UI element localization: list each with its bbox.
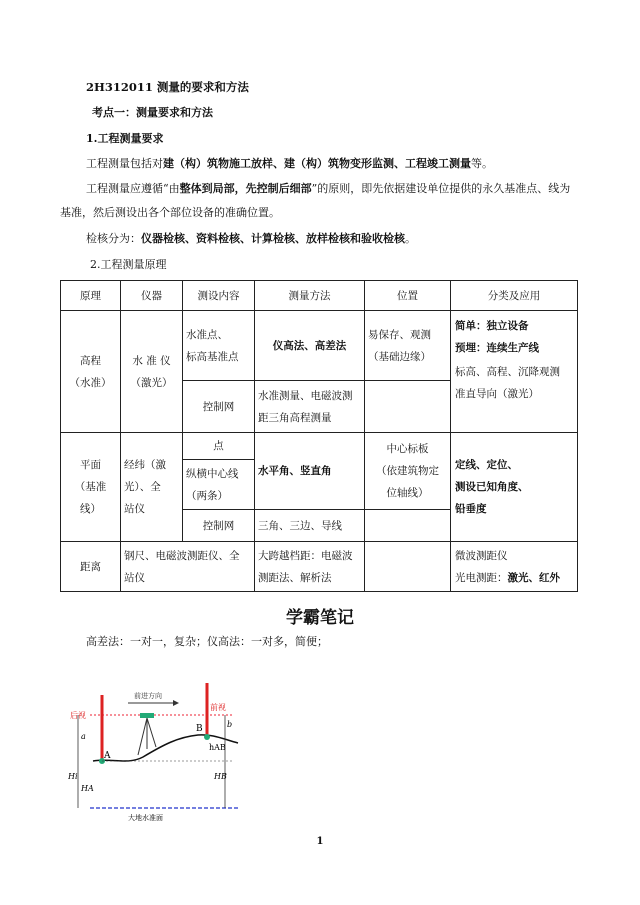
dist-app-2-bold: 激光、红外 <box>507 571 560 584</box>
elev-method-1: 仪高法、高差法 <box>255 311 365 381</box>
page-number: 1 <box>316 836 324 847</box>
dist-principle: 距离 <box>61 542 121 592</box>
topic-title: 考点一：测量要求和方法 <box>92 106 213 119</box>
hb-label: HB <box>214 772 227 781</box>
plane-app-3: 铅垂度 <box>455 503 487 515</box>
elev-app-2: 预埋：连续生产线 <box>455 342 539 354</box>
level-instrument <box>140 713 154 718</box>
table-header-row <box>61 281 578 311</box>
paragraph-2 <box>86 182 570 196</box>
elev-app-1: 简单：独立设备 <box>455 320 529 332</box>
elev-position: 易保存、观测 （基础边缘） <box>365 311 451 381</box>
th-method: 测量方法 <box>255 281 365 311</box>
th-application: 分类及应用 <box>451 281 578 311</box>
plane-content-3: 控制网 <box>183 510 255 542</box>
p1-post: 等。 <box>471 157 493 170</box>
paragraph-2b: 基准，然后测设出各个部位设备的准确位置。 <box>60 206 280 219</box>
table-row <box>61 433 578 460</box>
th-position: 位置 <box>365 281 451 311</box>
plane-principle: 平面 （基准 线） <box>61 433 121 542</box>
elev-content-1: 水准点、 标高基准点 <box>183 311 255 381</box>
datum-label: 大地水准面 <box>128 814 163 822</box>
plane-app-1: 定线、定位、 <box>455 459 518 471</box>
hi-label: Hi <box>68 772 78 781</box>
plane-content-1: 点 <box>183 433 255 460</box>
front-sight-label: 前视 <box>210 703 226 712</box>
plane-method-1: 水平角、竖直角 <box>255 433 365 510</box>
elev-method-2: 水准测量、电磁波测 距三角高程测量 <box>255 381 365 433</box>
point-a-label: A <box>104 751 111 761</box>
p2-post: ”的原则，即先依据建设单位提供的永久基准点、线为 <box>311 182 571 195</box>
plane-position: 中心标板 （依建筑物定 位轴线） <box>365 433 451 510</box>
p3-post: 。 <box>405 232 416 245</box>
plane-position-empty <box>365 510 451 542</box>
dist-application <box>451 542 578 592</box>
section-2-title: 2.工程测量原理 <box>90 258 167 271</box>
plane-content-2: 纵横中心线 （两条） <box>183 460 255 510</box>
paragraph-3 <box>86 232 416 246</box>
dist-position-empty <box>365 542 451 592</box>
plane-application <box>451 433 578 542</box>
paragraph-1 <box>86 157 493 171</box>
section-1-title: 1.工程测量要求 <box>86 132 164 145</box>
elev-instrument: 水 准 仪 （激光） <box>121 311 183 433</box>
back-sight-label: 后视 <box>70 711 86 720</box>
ha-label: HA <box>81 784 94 793</box>
p1-bold: 建（构）筑物施工放样、建（构）筑物变形监测、工程竣工测量 <box>163 157 471 170</box>
table-row <box>61 542 578 592</box>
p3-bold: 仪器检核、资料检核、计算检核、放样检核和验收检核 <box>141 232 405 245</box>
point-b-marker <box>204 734 210 740</box>
notes-line: 高差法：一对一，复杂；仪高法：一对多，简便； <box>86 635 328 648</box>
plane-app-2: 测设已知角度、 <box>455 481 529 493</box>
th-principle: 原理 <box>61 281 121 311</box>
p2-bold: 整体到局部，先控制后细部 <box>179 182 312 195</box>
table-row <box>61 311 578 381</box>
elev-content-2: 控制网 <box>183 381 255 433</box>
tripod-leg <box>138 718 147 755</box>
tripod-leg <box>147 718 156 747</box>
dist-instrument: 钢尺、电磁波测距仪、全 站仪 <box>121 542 255 592</box>
elev-principle: 高程 （水准） <box>61 311 121 433</box>
b-label: b <box>227 720 233 729</box>
dist-method: 大跨越档距：电磁波 测距法、解析法 <box>255 542 365 592</box>
plane-method-2: 三角、三边、导线 <box>255 510 365 542</box>
direction-label: 前进方向 <box>134 692 162 700</box>
plane-instrument: 经纬（激 光）、全 站仪 <box>121 433 183 542</box>
hab-label: hAB <box>209 743 226 752</box>
elev-app-3: 标高、高程、沉降观测 准直导向（激光） <box>455 366 560 400</box>
elev-application <box>451 311 578 433</box>
a-label: a <box>81 732 86 741</box>
elev-position-empty <box>365 381 451 433</box>
p3-pre: 检核分为： <box>86 232 141 245</box>
notes-title: 学霸笔记 <box>286 608 354 628</box>
p1-pre: 工程测量包括对 <box>86 157 163 170</box>
p2-pre: 工程测量应遵循“由 <box>86 182 180 195</box>
page-heading: 2H312011 测量的要求和方法 <box>86 80 249 94</box>
th-content: 测设内容 <box>183 281 255 311</box>
leveling-diagram <box>68 673 268 828</box>
dist-app-2-pre: 光电测距： <box>455 571 508 584</box>
th-instrument: 仪器 <box>121 281 183 311</box>
dist-app-1: 微波测距仪 <box>455 549 508 562</box>
principle-table <box>60 280 578 592</box>
point-b-label: B <box>196 724 203 734</box>
